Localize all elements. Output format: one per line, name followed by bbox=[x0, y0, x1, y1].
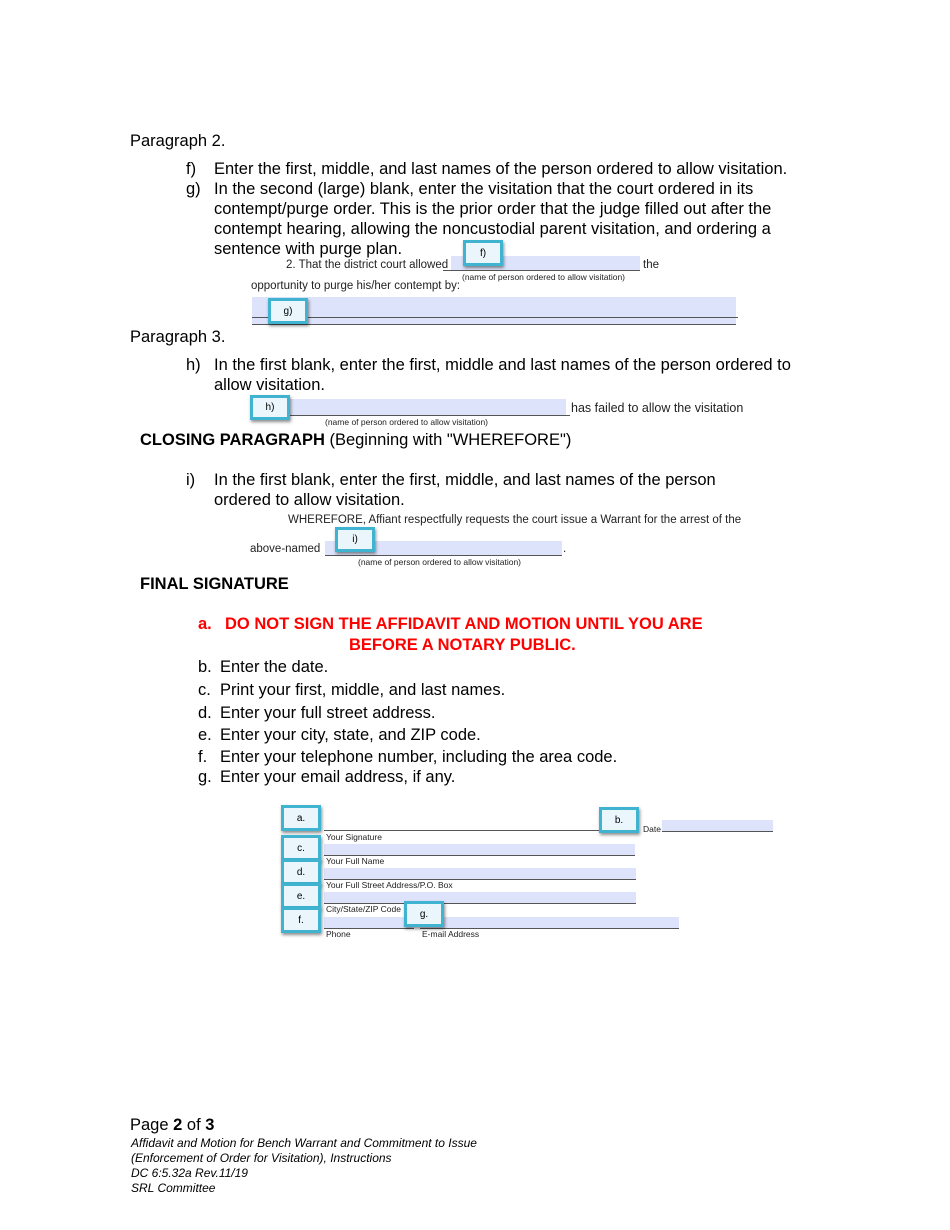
email-field[interactable] bbox=[420, 917, 679, 929]
item-f2-text: Enter your telephone number, including the area code. bbox=[220, 748, 618, 766]
form-p2-the: the bbox=[643, 259, 659, 271]
footer-line-2: (Enforcement of Order for Visitation), Instructions bbox=[131, 1151, 392, 1165]
item-e-marker: e. bbox=[198, 726, 212, 744]
tag-g: g) bbox=[268, 298, 308, 324]
item-g2-text: Enter your email address, if any. bbox=[220, 768, 456, 786]
item-d-text: Enter your full street address. bbox=[220, 704, 436, 722]
paragraph-2-heading: Paragraph 2. bbox=[130, 132, 226, 150]
form-p2-underline-lead bbox=[443, 270, 451, 271]
page-number bbox=[130, 1115, 214, 1135]
form-p3-after: has failed to allow the visitation bbox=[571, 401, 744, 415]
item-h-marker: h) bbox=[186, 356, 201, 374]
paragraph-3-heading: Paragraph 3. bbox=[130, 328, 226, 346]
footer-line-3: DC 6:5.32a Rev.11/19 bbox=[131, 1166, 248, 1180]
item-b-marker: b. bbox=[198, 658, 212, 676]
tag-i: i) bbox=[335, 527, 375, 552]
page-of: of bbox=[182, 1116, 206, 1134]
tag-h: h) bbox=[250, 395, 290, 420]
form-closing-caption: (name of person ordered to allow visitation) bbox=[358, 557, 521, 567]
tag-g-sig: g. bbox=[404, 901, 444, 927]
signature-label: Your Signature bbox=[326, 832, 382, 842]
form-p3-name-field[interactable] bbox=[254, 399, 566, 416]
item-c-marker: c. bbox=[198, 681, 211, 699]
item-h-line-1: In the first blank, enter the first, middle and last names of the person ordered to bbox=[214, 356, 791, 374]
item-e-text: Enter your city, state, and ZIP code. bbox=[220, 726, 481, 744]
item-i-marker: i) bbox=[186, 471, 196, 489]
form-p2-purge-underline bbox=[252, 317, 738, 318]
form-p3-caption: (name of person ordered to allow visitation) bbox=[325, 417, 488, 427]
tag-c: c. bbox=[281, 835, 321, 861]
item-d-marker: d. bbox=[198, 704, 212, 722]
footer-line-1: Affidavit and Motion for Bench Warrant and Commitment to Issue bbox=[131, 1136, 477, 1150]
page-current: 2 bbox=[173, 1116, 183, 1134]
item-c-text: Print your first, middle, and last names. bbox=[220, 681, 506, 699]
form-p3-underline-tail bbox=[566, 415, 570, 416]
warning-line-2: BEFORE A NOTARY PUBLIC. bbox=[349, 636, 576, 654]
closing-heading-bold: CLOSING PARAGRAPH bbox=[140, 431, 325, 449]
signature-line bbox=[324, 830, 636, 831]
item-g-line-1: In the second (large) blank, enter the visitation that the court ordered in its bbox=[214, 180, 754, 198]
item-g-line-3: contempt hearing, allowing the noncustodial parent visitation, and ordering a bbox=[214, 220, 771, 238]
tag-f-sig: f. bbox=[281, 907, 321, 933]
item-g-marker: g) bbox=[186, 180, 201, 198]
warning-marker: a. bbox=[198, 615, 212, 633]
phone-field[interactable] bbox=[324, 917, 414, 929]
final-signature-heading: FINAL SIGNATURE bbox=[140, 575, 289, 593]
form-p2-text-2: opportunity to purge his/her contempt by: bbox=[251, 280, 461, 292]
item-f-marker: f) bbox=[186, 160, 197, 178]
item-h-line-2: allow visitation. bbox=[214, 376, 325, 394]
footer-line-4: SRL Committee bbox=[131, 1181, 216, 1195]
address-label: Your Full Street Address/P.O. Box bbox=[326, 880, 453, 890]
date-label: Date bbox=[643, 824, 661, 834]
tag-b: b. bbox=[599, 807, 639, 833]
page-prefix: Page bbox=[130, 1116, 174, 1134]
form-closing-above-named: above-named bbox=[250, 543, 321, 555]
item-i-line-1: In the first blank, enter the first, middle, and last names of the person bbox=[214, 471, 716, 489]
tag-e: e. bbox=[281, 883, 321, 909]
item-f2-marker: f. bbox=[198, 748, 208, 766]
phone-label: Phone bbox=[326, 929, 351, 939]
item-i-line-2: ordered to allow visitation. bbox=[214, 491, 405, 509]
item-g-line-4: sentence with purge plan. bbox=[214, 240, 403, 258]
tag-d: d. bbox=[281, 859, 321, 885]
item-f-text: Enter the first, middle, and last names of the person ordered to allow visitation. bbox=[214, 160, 788, 178]
form-p2-text: 2. That the district court allowed bbox=[286, 259, 449, 271]
address-field[interactable] bbox=[324, 868, 636, 880]
item-g-line-2: contempt/purge order. This is the prior order that the judge filled out after the bbox=[214, 200, 772, 218]
warning-line-1: DO NOT SIGN THE AFFIDAVIT AND MOTION UNTIL YOU ARE bbox=[225, 615, 703, 633]
form-closing-period: . bbox=[563, 543, 567, 555]
tag-a: a. bbox=[281, 805, 321, 831]
item-g2-marker: g. bbox=[198, 768, 212, 786]
city-state-zip-label: City/State/ZIP Code bbox=[326, 904, 401, 914]
full-name-label: Your Full Name bbox=[326, 856, 385, 866]
date-field[interactable] bbox=[662, 820, 773, 832]
full-name-field[interactable] bbox=[324, 844, 635, 856]
tag-f: f) bbox=[463, 240, 503, 266]
city-state-zip-field[interactable] bbox=[324, 892, 636, 904]
page-total: 3 bbox=[205, 1116, 215, 1134]
email-label: E-mail Address bbox=[422, 929, 480, 939]
item-b-text: Enter the date. bbox=[220, 658, 329, 676]
form-p2-caption: (name of person ordered to allow visitation) bbox=[462, 272, 625, 282]
form-closing-text: WHEREFORE, Affiant respectfully requests the court issue a Warrant for the arrest of the bbox=[288, 514, 742, 526]
closing-heading bbox=[140, 430, 571, 450]
form-p2-purge-field[interactable] bbox=[252, 297, 736, 325]
closing-heading-rest: (Beginning with "WHEREFORE") bbox=[324, 431, 572, 449]
